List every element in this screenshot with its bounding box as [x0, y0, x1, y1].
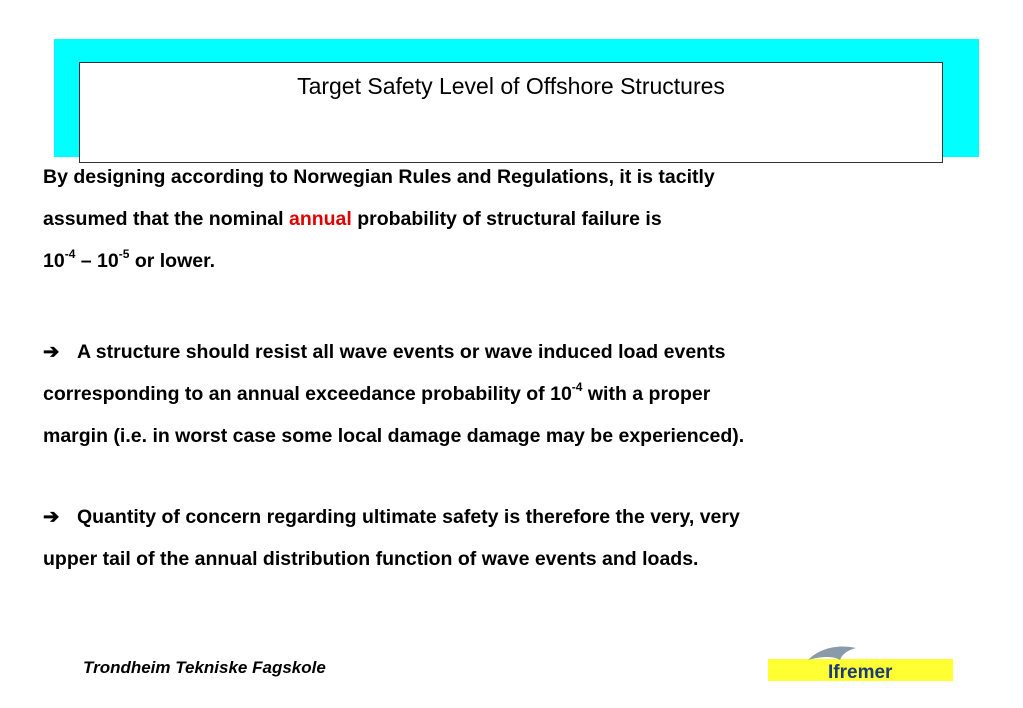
p1-line-2-post: probability of structural failure is — [351, 208, 662, 230]
p1-line-2-pre: assumed that the nominal — [43, 208, 289, 230]
p2-line-2-pre: corresponding to an annual exceedance probability of 10 — [43, 383, 572, 405]
logo-text: Ifremer — [828, 662, 893, 683]
p1-line-1: By designing according to Norwegian Rules and Regulations, it is tacitly — [43, 166, 715, 188]
p1-exp-b: -5 — [118, 246, 130, 261]
paragraph-2 — [43, 331, 943, 457]
p2-line-2 — [43, 373, 943, 415]
arrow-right-icon: ➔ — [43, 506, 60, 528]
p1-tail: or lower. — [129, 250, 216, 272]
ifremer-logo — [768, 642, 953, 684]
title-box — [79, 62, 943, 163]
paragraph-1 — [43, 156, 943, 282]
p3-line-2: upper tail of the annual distribution function of wave events and loads. — [43, 548, 699, 570]
dolphin-icon — [808, 647, 856, 661]
footer-institution: Trondheim Tekniske Fagskole — [83, 658, 326, 677]
p2-line-1 — [43, 331, 943, 373]
p1-line-3 — [43, 240, 943, 282]
p2-line-2-post: with a proper — [582, 383, 711, 405]
slide-title: Target Safety Level of Offshore Structures — [297, 73, 725, 99]
p1-base-b: – 10 — [75, 250, 119, 272]
p2-line-1-text: A structure should resist all wave events or wave induced load events — [77, 341, 726, 363]
p3-line-1 — [43, 496, 943, 538]
p3-line-1-text: Quantity of concern regarding ultimate safety is therefore the very, very — [77, 506, 740, 528]
p1-line-2 — [43, 198, 943, 240]
arrow-right-icon: ➔ — [43, 341, 60, 363]
p2-line-3: margin (i.e. in worst case some local damage damage may be experienced). — [43, 425, 745, 447]
paragraph-3 — [43, 496, 943, 580]
p2-exp: -4 — [571, 379, 583, 394]
p1-exp-a: -4 — [64, 246, 76, 261]
p1-base-a: 10 — [43, 250, 65, 272]
annual-highlight: annual — [288, 208, 352, 230]
